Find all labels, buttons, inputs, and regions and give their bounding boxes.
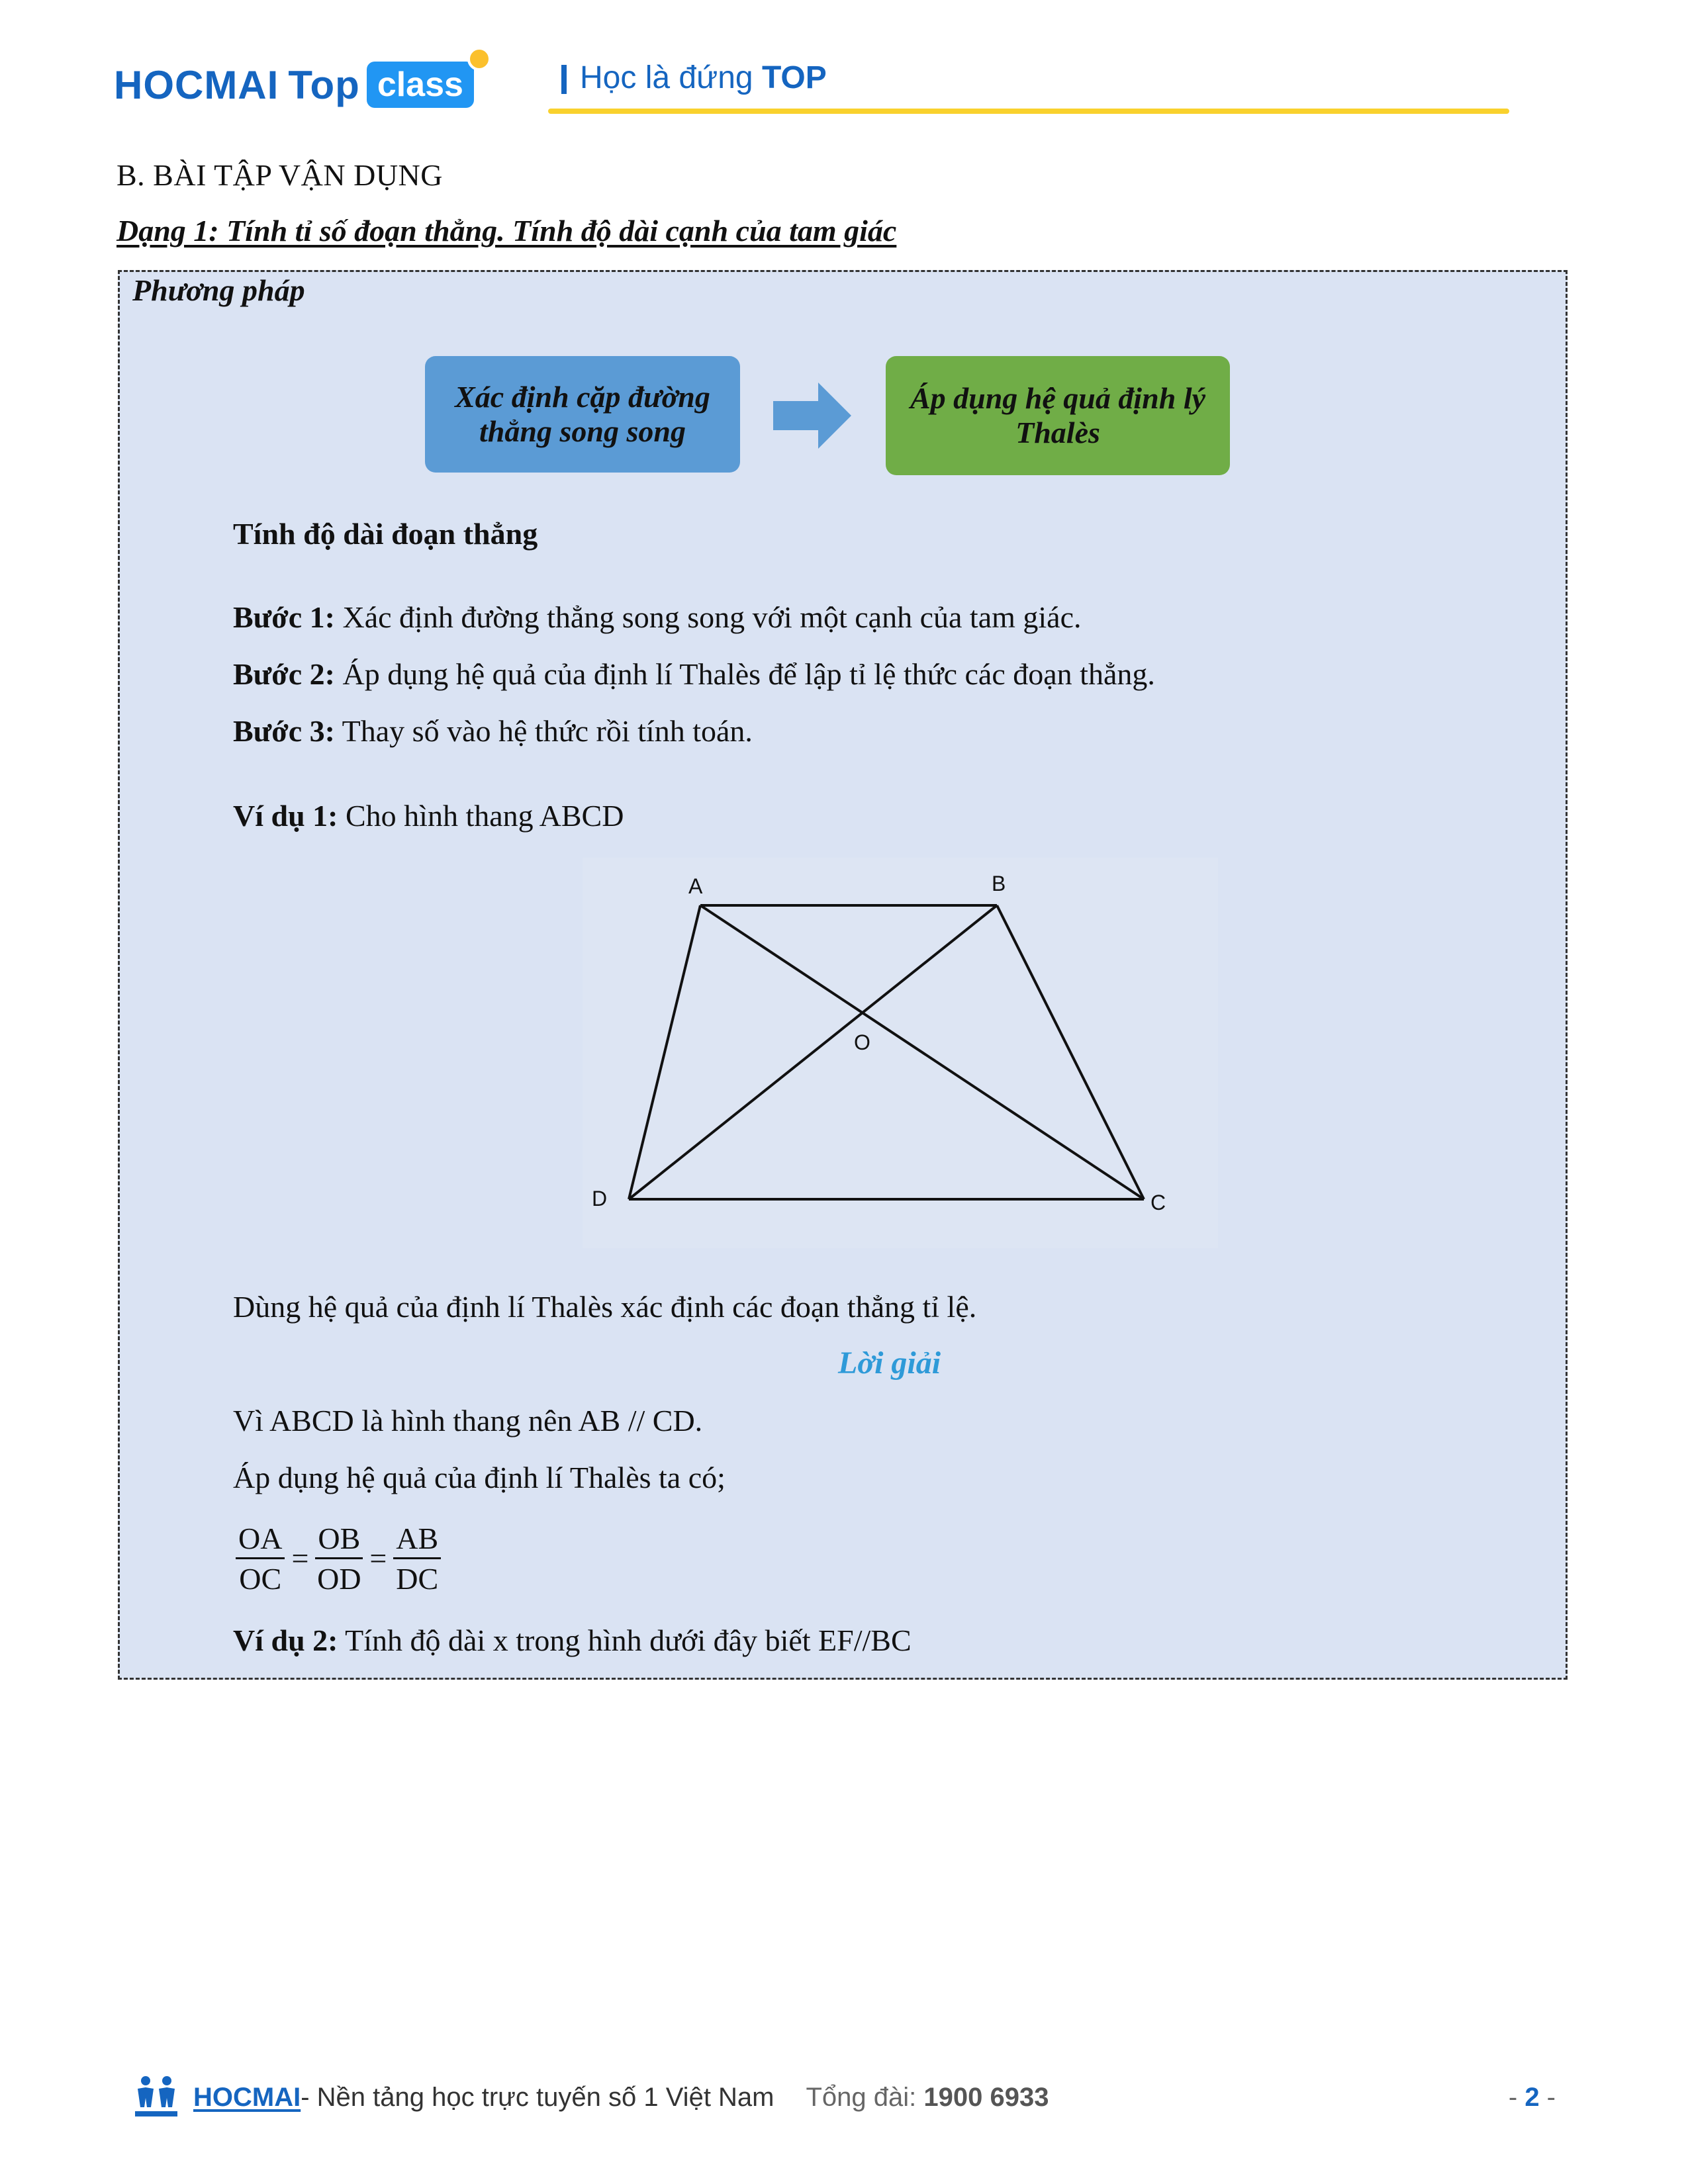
logo-class-text: class <box>377 66 463 104</box>
footer-tagline: - Nền tảng học trực tuyến số 1 Việt Nam <box>301 2082 774 2112</box>
step-1 <box>233 600 1082 635</box>
header-slogan <box>561 58 827 98</box>
step-2-text: Áp dụng hệ quả của định lí Thalès để lập tỉ lệ thức các đoạn thẳng. <box>335 657 1155 691</box>
example-1-instruction: Dùng hệ quả của định lí Thalès xác định các đoạn thẳng tỉ lệ. <box>233 1290 977 1324</box>
fraction-numerator: OA <box>236 1520 285 1559</box>
example-1-label: Ví dụ 1: <box>233 799 338 833</box>
step-3-text: Thay số vào hệ thức rồi tính toán. <box>335 714 753 748</box>
example-2-text: Tính độ dài x trong hình dưới đây biết EF//BC <box>338 1623 912 1657</box>
step-2 <box>233 657 1155 692</box>
sun-icon <box>467 47 491 71</box>
example-1-text: Cho hình thang ABCD <box>338 799 624 833</box>
flow-step-apply-thales <box>886 356 1230 475</box>
step-1-text: Xác định đường thẳng song song với một cạnh của tam giác. <box>335 600 1082 634</box>
slogan-prefix: Học là đứng <box>580 60 753 95</box>
footer-hotline-label: Tổng đài: <box>806 2082 924 2112</box>
step-1-label: Bước 1: <box>233 600 335 634</box>
flow-step2-text: Áp dụng hệ quả định lý Thalès <box>910 381 1206 449</box>
hocmai-topclass-logo <box>114 58 474 111</box>
header-underline <box>548 109 1509 114</box>
fraction-oa-oc <box>236 1520 285 1599</box>
page-footer <box>132 2074 1556 2120</box>
hocmai-people-icon <box>132 2074 180 2120</box>
fraction-denominator: DC <box>396 1561 439 1596</box>
trapezoid-abcd-diagram <box>583 858 1218 1248</box>
arrow-right-icon <box>773 383 851 449</box>
vertex-label-a: A <box>688 874 703 898</box>
flow-step1-text: Xác định cặp đường thẳng song song <box>455 380 710 448</box>
example-1-heading <box>233 798 624 833</box>
step-3 <box>233 713 753 749</box>
page-suffix: - <box>1539 2082 1556 2112</box>
footer-hotline <box>806 2083 1049 2113</box>
solution-title: Lời giải <box>838 1345 941 1381</box>
ratio-equation <box>236 1520 441 1599</box>
fraction-denominator: OD <box>317 1561 361 1596</box>
vertex-label-o: O <box>854 1030 870 1054</box>
logo-class-badge <box>367 62 474 108</box>
fraction-denominator: OC <box>239 1561 282 1596</box>
footer-brand-link[interactable]: HOCMAI <box>193 2082 301 2112</box>
vertex-label-c: C <box>1150 1191 1166 1214</box>
slogan-divider <box>561 65 567 94</box>
page-number <box>1509 2083 1556 2113</box>
logo-hocmai-text: HOCMAI <box>114 62 279 107</box>
section-title: B. BÀI TẬP VẬN DỤNG <box>117 158 443 192</box>
equals-sign: = <box>369 1541 387 1575</box>
example-2-heading <box>233 1623 912 1658</box>
vertex-label-d: D <box>592 1187 608 1210</box>
solution-line-1: Vì ABCD là hình thang nên AB // CD. <box>233 1404 703 1437</box>
fraction-numerator: OB <box>315 1520 363 1559</box>
method-label: Phương pháp <box>132 273 305 307</box>
equals-sign: = <box>291 1541 309 1575</box>
slogan-highlight: TOP <box>761 60 827 95</box>
dang-title: Dạng 1: Tính tỉ số đoạn thẳng. Tính độ dài cạnh của tam giác <box>117 214 897 248</box>
fraction-numerator: AB <box>393 1520 441 1559</box>
vertex-label-b: B <box>992 872 1006 895</box>
step-3-label: Bước 3: <box>233 714 335 748</box>
step-2-label: Bước 2: <box>233 657 335 691</box>
method-subheading: Tính độ dài đoạn thẳng <box>233 517 538 551</box>
flow-step-identify-parallel <box>425 356 740 473</box>
page-prefix: - <box>1508 2082 1525 2112</box>
solution-line-2: Áp dụng hệ quả của định lí Thalès ta có; <box>233 1461 726 1494</box>
example-2-label: Ví dụ 2: <box>233 1623 338 1657</box>
page-number-value: 2 <box>1524 2082 1540 2112</box>
fraction-ob-od <box>315 1520 363 1599</box>
fraction-ab-dc <box>393 1520 441 1599</box>
logo-top-text: Top <box>288 62 360 107</box>
footer-hotline-number: 1900 6933 <box>923 2082 1049 2112</box>
